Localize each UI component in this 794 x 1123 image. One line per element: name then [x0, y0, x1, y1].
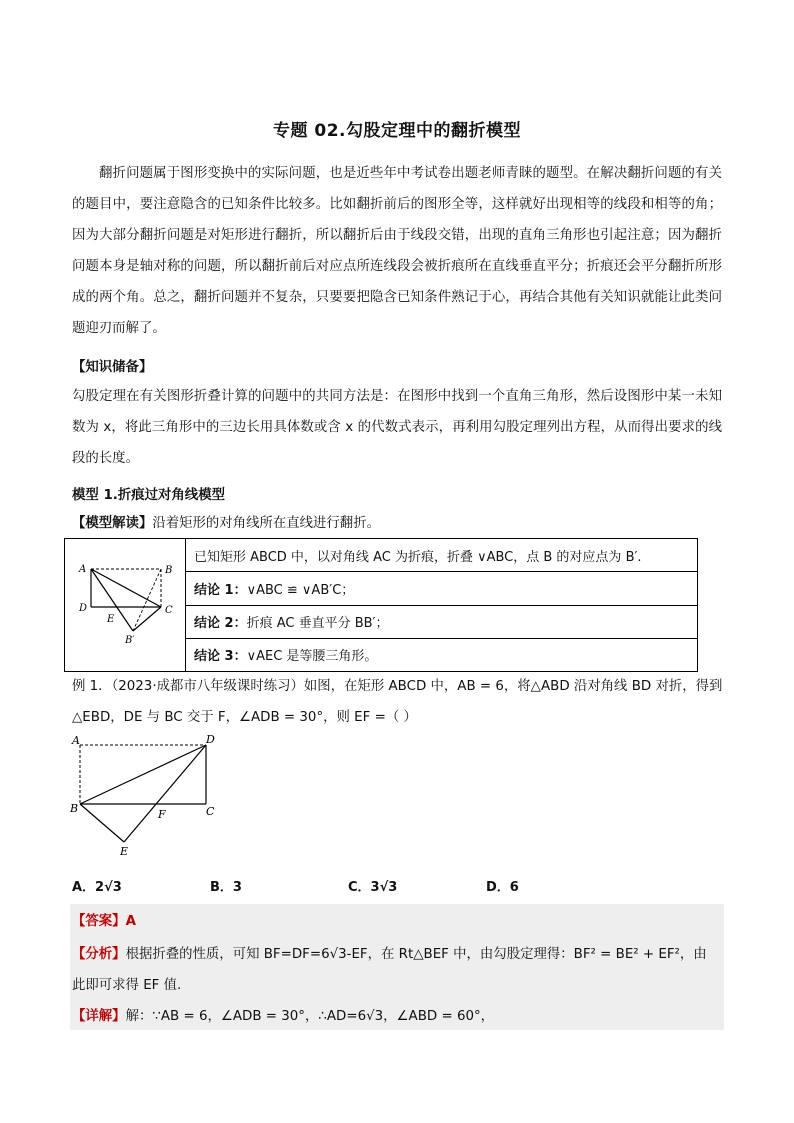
table-conclusion-2: 结论 2：折痕 AC 垂直平分 BB′； [186, 605, 698, 638]
fig1-label-d: D [79, 603, 88, 614]
page-title: 专题 02.勾股定理中的翻折模型 [272, 121, 522, 141]
fig1-label-bprime: B′ [125, 635, 135, 646]
detail-text: 解：∵AB = 6，∠ADB = 30°，∴AD=6√3，∠ABD = 60°， [125, 1009, 495, 1024]
fig2-label-c: C [206, 805, 215, 818]
fig2-label-a: A [72, 734, 80, 747]
fig1-label-a: A [79, 564, 87, 575]
model-explain-label: 【模型解读】 [72, 516, 153, 531]
fig2-label-d: D [206, 733, 215, 746]
fig1-label-e: E [107, 614, 115, 625]
option-c: C．3√3 [348, 880, 398, 895]
answer-label: 【答案】 [72, 914, 126, 929]
table-conclusion-3: 结论 3：∨AEC 是等腰三角形。 [186, 638, 698, 671]
detail-label: 【详解】 [72, 1009, 126, 1024]
analysis-text-1: 根据折叠的性质，可知 BF=DF=6√3-EF，在 Rt△BEF 中，由勾股定理得：BF² = BE² + EF²，由 [125, 947, 707, 962]
answer-line [72, 910, 136, 929]
intro-paragraph: 翻折问题属于图形变换中的实际问题，也是近些年中考试卷出题老师青睐的题型。在解决翻折问题的有关的题目中，要注意隐含的已知条件比较多。比如翻折前后的图形全等，这样就好出现相等的线段和相等的角；因为大部分翻折问题是对矩形进行翻折，所以翻折后由于线段交错，出现的直角三角形也引起注意；因为翻折问题本身是轴对称的问题，所以翻折前后对应点所连线段会被折痕所在直线垂直平分；折痕还会平分翻折所形成的两个角。总之，翻折问题并不复杂，只要要把隐含已知条件熟记于心，再结合其他有关知识就能让此类问题迎刃而解了。 [72, 166, 722, 336]
answer-value: A [125, 914, 136, 929]
example-line-1: 例 1．（2023·成都市八年级课时练习）如图，在矩形 ABCD 中，AB = 6，将△ABD 沿对角线 BD 对折，得到 [72, 679, 723, 694]
fig2-label-f: F [158, 808, 166, 821]
option-d: D．6 [486, 880, 519, 895]
model-explain-text: 沿着矩形的对角线所在直线进行翻折。 [152, 516, 380, 531]
fig1-label-c: C [165, 605, 173, 616]
example-line-2: △EBD，DE 与 BC 交于 F，∠ADB = 30°，则 EF =（ ） [72, 710, 417, 725]
knowledge-heading: 【知识储备】 [72, 360, 153, 375]
model-explain [72, 514, 724, 534]
table-given: 已知矩形 ABCD 中，以对角线 AC 为折痕，折叠 ∨ABC，点 B 的对应点为 B′. [186, 539, 698, 572]
fig2-label-e: E [120, 845, 129, 858]
option-a: A．2√3 [72, 880, 122, 895]
analysis-line-2: 此即可求得 EF 值. [72, 978, 182, 993]
fig2-label-b: B [70, 802, 79, 815]
model-heading: 模型 1.折痕过对角线模型 [72, 488, 225, 503]
detail-line [72, 1005, 494, 1024]
analysis-line-1 [72, 943, 707, 962]
table-conclusion-1: 结论 1：∨ABC ≌ ∨AB′C； [186, 572, 698, 605]
analysis-label: 【分析】 [72, 947, 126, 962]
example-figure [66, 732, 226, 862]
option-b: B．3 [210, 880, 242, 895]
fig1-label-b: B [165, 565, 173, 576]
knowledge-paragraph: 勾股定理在有关图形折叠计算的问题中的共同方法是：在图形中找到一个直角三角形，然后设图形中某一未知数为 x，将此三角形中的三边长用具体数或含 x 的代数式表示，再利用勾股定理列出方程，从而得出要求的线段的长度。 [72, 389, 722, 466]
model-table [64, 538, 698, 672]
rectangle-fold-figure [65, 539, 185, 667]
model-figure-cell [65, 539, 186, 672]
